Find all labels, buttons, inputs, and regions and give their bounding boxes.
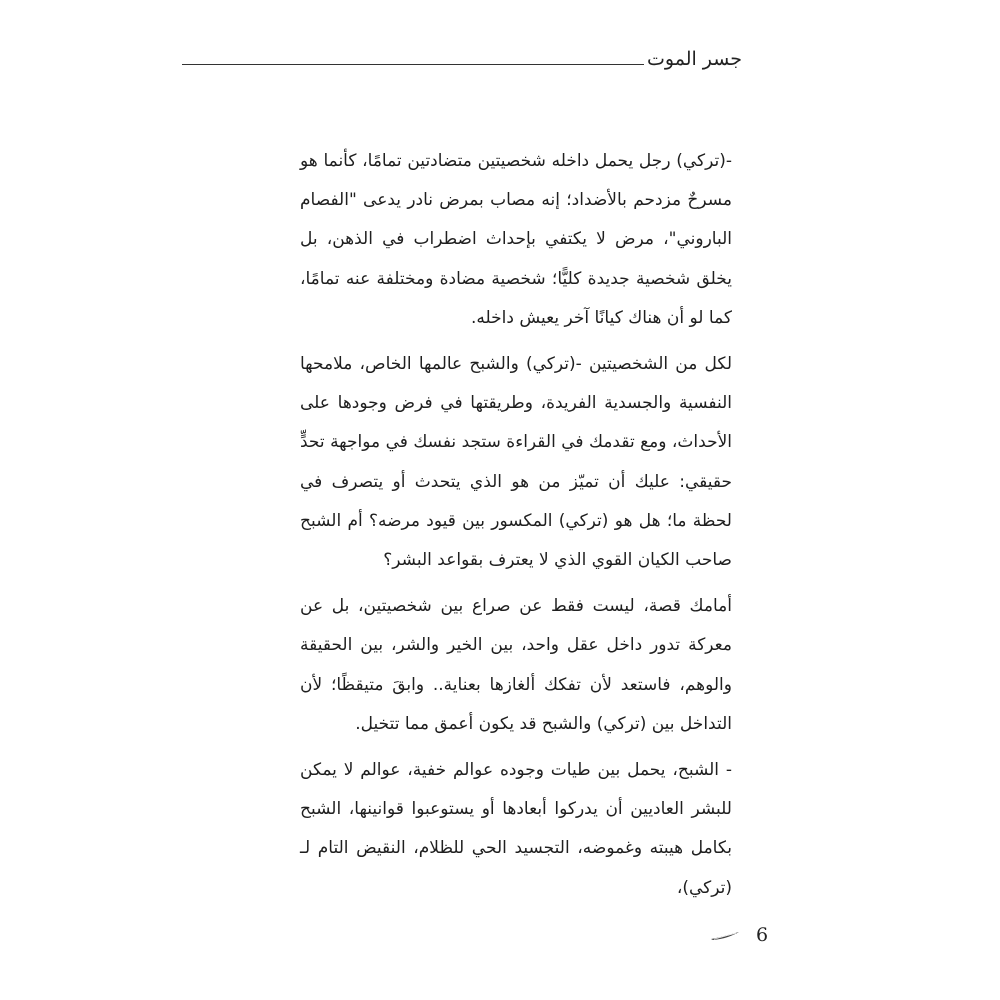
page-footer: [706, 924, 786, 954]
header-rule: [182, 64, 644, 65]
body-text: [300, 142, 732, 898]
paragraph-3: أمامك قصة، ليست فقط عن صراع بين شخصيتين، بل عن معركة تدور داخل عقل واحد، بين الخير والشر، بين الحقيقة والوهم، فاستعد لأن تفكك ألغازها بعناية.. وابقَ متيقظًا؛ لأن التداخل بين (تركي) والشبح قد يكون أعمق مما تتخيل.: [300, 596, 732, 734]
paragraph-2: لكل من الشخصيتين -(تركي) والشبح عالمها الخاص، ملامحها النفسية والجسدية الفريدة، وطريقتها في فرض وجودها على الأحداث، ومع تقدمك في القراءة ستجد نفسك في مواجهة تحدٍّ حقيقي: عليك أن تميّز من هو الذي يتحدث أو يتصرف في لحظة ما؛ هل هو (تركي) المكسور بين قيود مرضه؟ أم الشبح صاحب الكيان القوي الذي لا يعترف بقواعد البشر؟: [300, 354, 732, 571]
paragraph-4: - الشبح، يحمل بين طيات وجوده عوالم خفية، عوالم لا يمكن للبشر العاديين أن يدركوا أبعادها أو يستوعبوا قوانينها، الشبح بكامل هيبته وغموضه، التجسيد الحي للظلام، النقيض التام لـ (تركي)،: [300, 760, 732, 898]
paragraph-1: -(تركي) رجل يحمل داخله شخصيتين متضادتين تمامًا، كأنما هو مسرحٌ مزدحم بالأضداد؛ إنه مصاب بمرض نادر يدعى "الفصام الباروني"، مرض لا يكتفي بإحداث اضطراب في الذهن، بل يخلق شخصية جديدة كليًّا؛ شخصية مضادة ومختلفة عنه تمامًا، كما لو أن هناك كيانًا آخر يعيش داخله.: [300, 151, 732, 328]
quill-ornament-icon: [710, 930, 740, 942]
running-header-title: جسر الموت: [647, 48, 742, 70]
page-number: 6: [756, 924, 769, 946]
page-header: [182, 42, 742, 82]
